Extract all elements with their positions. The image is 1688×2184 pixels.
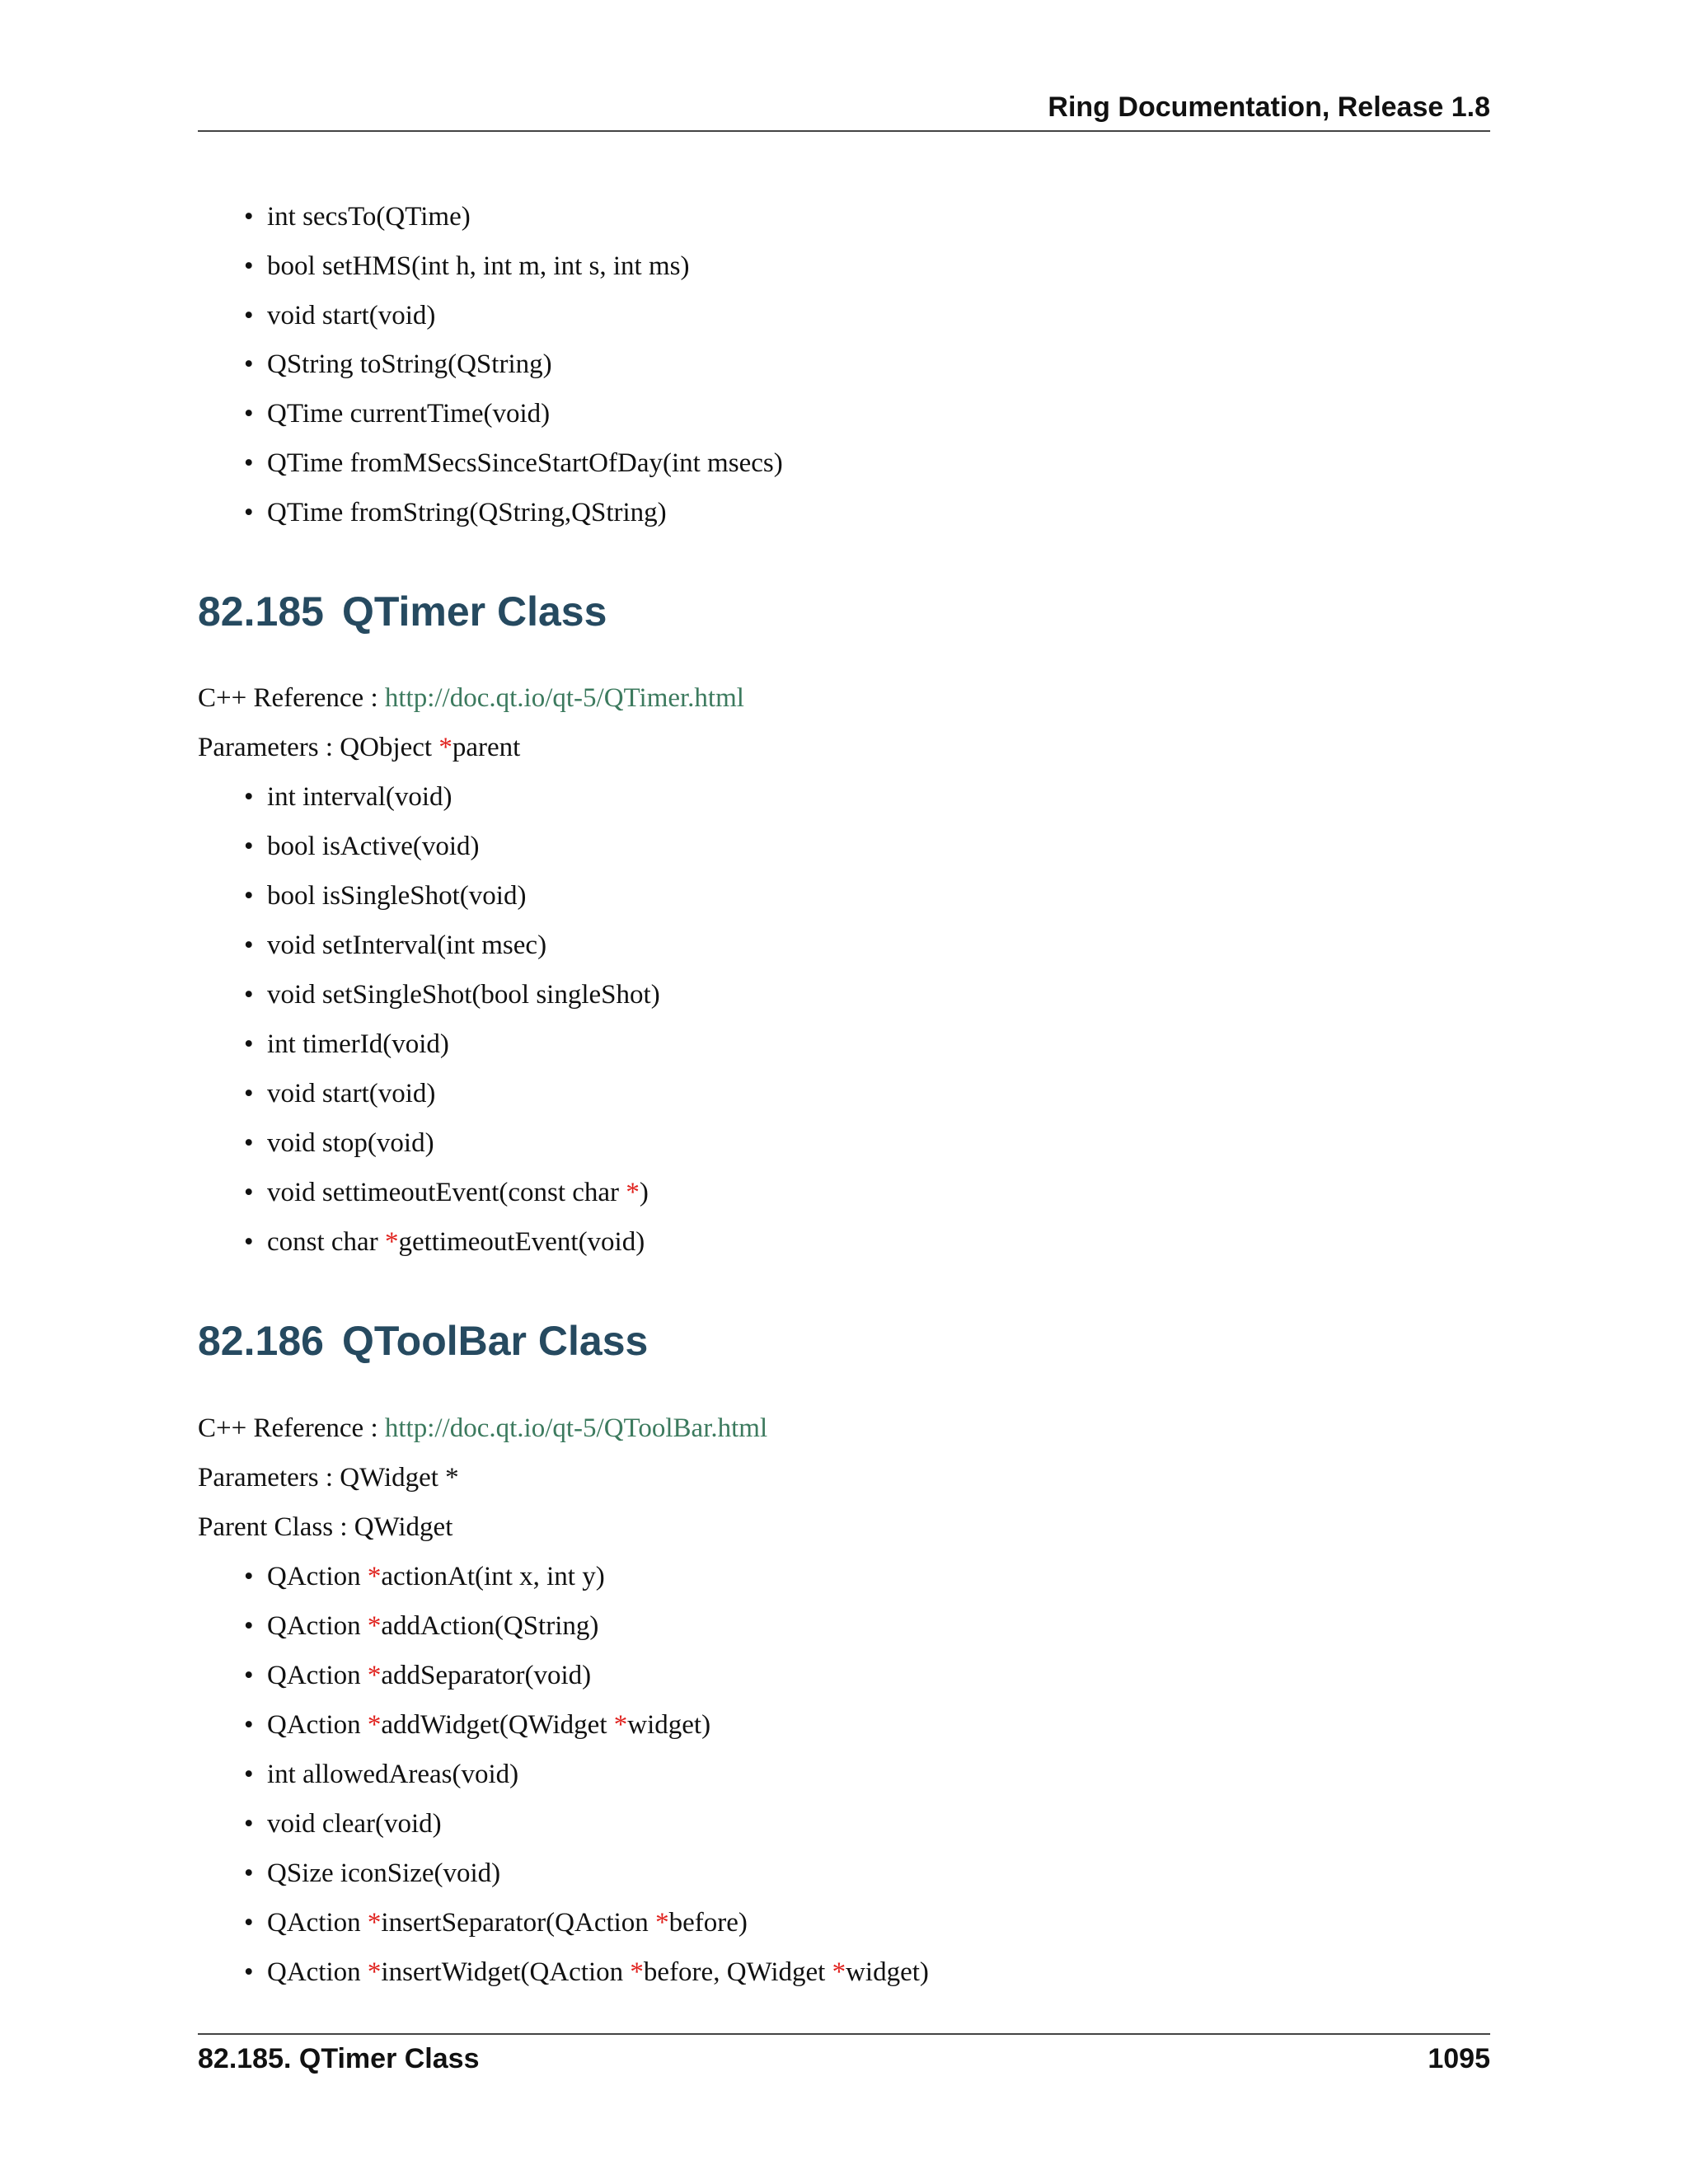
cpp-reference <box>198 682 744 715</box>
reference-label: C++ Reference : <box>198 683 385 713</box>
list-item: • QTime currentTime(void) <box>267 397 550 430</box>
parameters-label: Parameters : <box>198 1463 340 1493</box>
pointer-asterisk: * <box>384 1227 399 1257</box>
list-item: • QSize iconSize(void) <box>267 1857 500 1890</box>
section-number: 82.186 <box>198 1318 324 1364</box>
list-item: • bool isSingleShot(void) <box>267 879 526 912</box>
footer-section-title: 82.185. QTimer Class <box>198 2043 480 2074</box>
pointer-asterisk: * <box>367 1661 382 1690</box>
parameters-label: Parameters : <box>198 733 340 762</box>
list-item: • QAction *addSeparator(void) <box>267 1659 591 1692</box>
pointer-asterisk: * <box>367 1908 382 1938</box>
pointer-asterisk: * <box>438 733 452 762</box>
list-item: • QAction *addWidget(QWidget *widget) <box>267 1708 710 1741</box>
pointer-asterisk: * <box>613 1710 628 1740</box>
page-number: 1095 <box>1428 2043 1490 2074</box>
list-item: • QTime fromMSecsSinceStartOfDay(int msecs) <box>267 447 783 480</box>
page-footer <box>198 2033 1490 2084</box>
list-item: • int interval(void) <box>267 780 452 813</box>
list-item: • void settimeoutEvent(const char *) <box>267 1176 649 1209</box>
list-item: • void stop(void) <box>267 1127 434 1160</box>
pointer-asterisk: * <box>630 1957 644 1987</box>
list-item: • QString toString(QString) <box>267 348 552 381</box>
section-heading-qtoolbar <box>198 1317 648 1365</box>
list-item: • const char *gettimeoutEvent(void) <box>267 1226 645 1258</box>
list-item: • bool setHMS(int h, int m, int s, int ms) <box>267 250 689 283</box>
parent-class-value: QWidget <box>354 1512 453 1542</box>
list-item: • QAction *insertSeparator(QAction *before) <box>267 1906 748 1939</box>
list-item: • QAction *actionAt(int x, int y) <box>267 1560 605 1593</box>
section-heading-qtimer <box>198 588 607 635</box>
reference-link[interactable]: http://doc.qt.io/qt-5/QToolBar.html <box>384 1413 768 1443</box>
list-item: • bool isActive(void) <box>267 830 480 863</box>
list-item: • void setSingleShot(bool singleShot) <box>267 978 660 1011</box>
page-header <box>198 89 1490 132</box>
list-item: • void start(void) <box>267 1077 435 1110</box>
parameters-value: QObject *parent <box>340 733 521 762</box>
list-item: • QAction *insertWidget(QAction *before, QWidget *widget) <box>267 1956 929 1989</box>
pointer-asterisk: * <box>367 1611 382 1641</box>
list-item: • void clear(void) <box>267 1807 442 1840</box>
parameters-line <box>198 731 520 764</box>
parent-class-label: Parent Class : <box>198 1512 354 1542</box>
parent-class-line <box>198 1511 452 1544</box>
list-item: • int timerId(void) <box>267 1028 449 1061</box>
section-title: QTimer Class <box>341 588 607 635</box>
pointer-asterisk: * <box>367 1710 382 1740</box>
pointer-asterisk: * <box>367 1957 382 1987</box>
list-item: • void start(void) <box>267 299 435 332</box>
list-item: • void setInterval(int msec) <box>267 929 546 962</box>
list-item: • QTime fromString(QString,QString) <box>267 496 667 529</box>
list-item: • int secsTo(QTime) <box>267 200 471 233</box>
reference-label: C++ Reference : <box>198 1413 385 1443</box>
pointer-asterisk: * <box>832 1957 846 1987</box>
list-item: • int allowedAreas(void) <box>267 1758 518 1791</box>
pointer-asterisk: * <box>367 1562 382 1591</box>
section-title: QToolBar Class <box>341 1318 649 1364</box>
pointer-asterisk: * <box>626 1178 640 1207</box>
pointer-asterisk: * <box>655 1908 669 1938</box>
section-number: 82.185 <box>198 588 324 635</box>
cpp-reference <box>198 1412 767 1445</box>
reference-link[interactable]: http://doc.qt.io/qt-5/QTimer.html <box>384 683 744 713</box>
parameters-line <box>198 1461 459 1494</box>
list-item: • QAction *addAction(QString) <box>267 1610 598 1643</box>
document-title: Ring Documentation, Release 1.8 <box>1048 91 1490 123</box>
parameters-value: QWidget * <box>340 1463 459 1493</box>
